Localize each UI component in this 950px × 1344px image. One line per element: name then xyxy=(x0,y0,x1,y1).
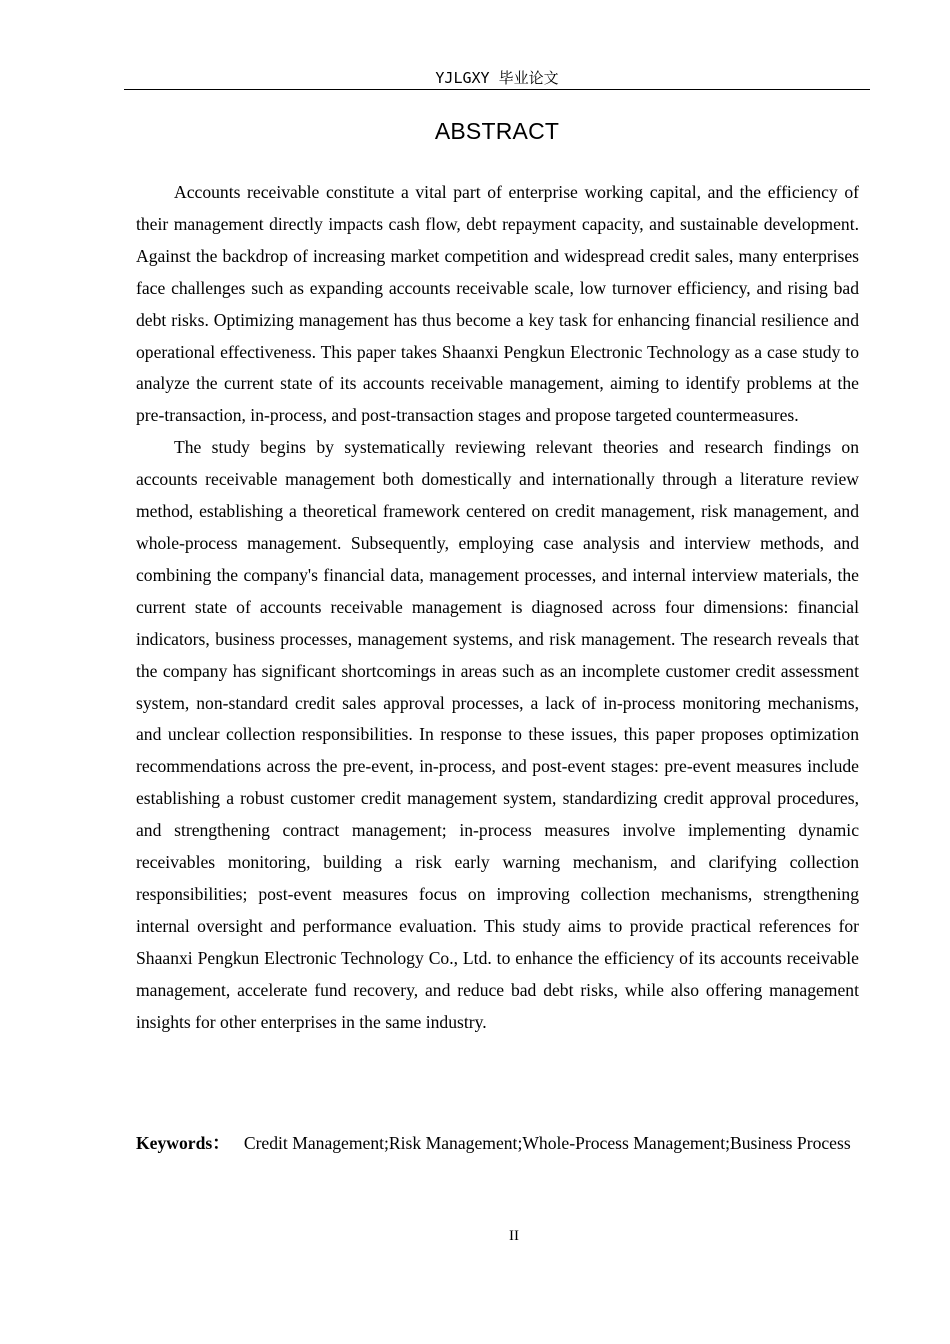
keywords-label: Keywords： xyxy=(136,1133,230,1153)
abstract-body xyxy=(136,177,859,1038)
keywords-text: Credit Management;Risk Management;Whole-Process Management;Business Process xyxy=(243,1133,851,1153)
keywords-section xyxy=(136,1128,859,1159)
abstract-paragraph-2: The study begins by systematically reviewing relevant theories and research findings on accounts receivable management both domestically and internationally through a literature review method, establishing a theoretical framework centered on credit management, risk management, and whole-process management. Subsequently, employing case analysis and interview methods, and combining the company's financial data, management processes, and internal interview materials, the current state of accounts receivable management is diagnosed across four dimensions: financial indicators, business processes, management systems, and risk management. The research reveals that the company has significant shortcomings in areas such as an incomplete customer credit assessment system, non-standard credit sales approval processes, a lack of in-process monitoring mechanisms, and unclear collection responsibilities. In response to these issues, this paper proposes optimization recommendations across the pre-event, in-process, and post-event stages: pre-event measures include establishing a robust customer credit management system, standardizing credit approval procedures, and strengthening contract management; in-process measures involve implementing dynamic receivables monitoring, building a risk early warning mechanism, and clarifying collection responsibilities; post-event measures focus on improving collection mechanisms, strengthening internal oversight and performance evaluation. This study aims to provide practical references for Shaanxi Pengkun Electronic Technology Co., Ltd. to enhance the efficiency of its accounts receivable management, accelerate fund recovery, and reduce bad debt risks, while also offering management insights for other enterprises in the same industry. xyxy=(136,437,859,1032)
abstract-paragraph-1: Accounts receivable constitute a vital part of enterprise working capital, and the efficiency of their management directly impacts cash flow, debt repayment capacity, and sustainable development. Against the backdrop of increasing market competition and widespread credit sales, many enterprises face challenges such as expanding accounts receivable scale, low turnover efficiency, and rising bad debt risks. Optimizing management has thus become a key task for enhancing financial resilience and operational effectiveness. This paper takes Shaanxi Pengkun Electronic Technology as a case study to analyze the current state of its accounts receivable management, aiming to identify problems at the pre-transaction, in-process, and post-transaction stages and propose targeted countermeasures. xyxy=(136,182,859,426)
header-divider xyxy=(124,89,870,90)
page-header: YJLGXY 毕业论文 xyxy=(435,69,559,87)
page-number: II xyxy=(509,1228,519,1244)
abstract-title: ABSTRACT xyxy=(434,118,560,144)
